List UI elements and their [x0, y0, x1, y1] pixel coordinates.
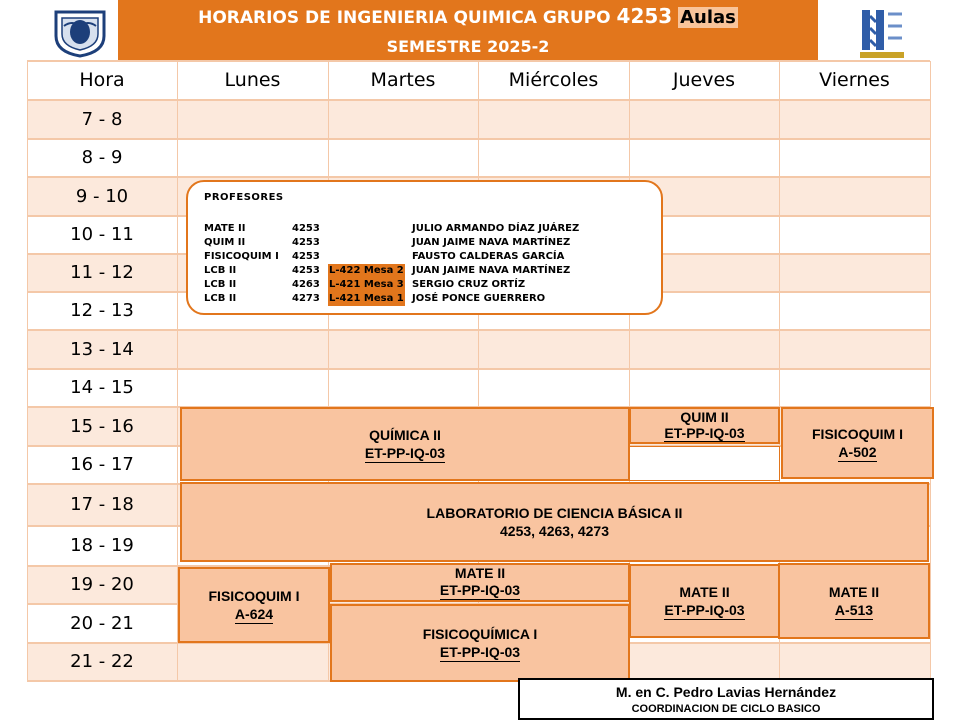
header-semester: SEMESTRE 2025-2 [386, 37, 550, 56]
class-room: ET-PP-IQ-03 [664, 601, 745, 618]
grid-line-horizontal [27, 176, 930, 178]
fes-zaragoza-logo-icon [856, 6, 908, 60]
professor-group: 4253 [292, 237, 320, 248]
professor-row [204, 250, 644, 264]
class-room: ET-PP-IQ-03 [439, 643, 521, 660]
schedule-cell-lunes [177, 100, 328, 139]
schedule-cell-martes [328, 330, 478, 369]
grid-line-vertical [27, 61, 28, 681]
class-block-fisicoquimica-i [330, 604, 630, 682]
professor-row [204, 222, 644, 236]
class-room: A-513 [834, 601, 874, 618]
schedule-cell-jueves [629, 139, 779, 177]
professor-room: L-422 Mesa 2 [329, 265, 404, 276]
class-block-mate-ii-jueves [629, 564, 780, 638]
column-header-hora: Hora [27, 61, 177, 100]
professor-row [204, 264, 644, 278]
professor-row [204, 236, 644, 250]
schedule-cell-miercoles [478, 100, 629, 139]
class-block-mate-ii-viernes [778, 563, 930, 639]
hour-cell: 7 - 8 [27, 100, 177, 139]
schedule-cell-lunes [177, 369, 328, 407]
professor-group: 4253 [292, 223, 320, 234]
schedule-cell-viernes [779, 643, 930, 681]
hour-cell: 20 - 21 [27, 604, 177, 643]
unam-crest-icon [52, 8, 108, 58]
hour-cell: 9 - 10 [27, 177, 177, 216]
column-header-martes: Martes [328, 61, 478, 100]
hour-cell: 12 - 13 [27, 292, 177, 330]
schedule-cell-viernes [779, 369, 930, 407]
class-title: FISICOQUIM I [208, 587, 300, 604]
class-block-fisicoquim-viernes [781, 407, 934, 479]
schedule-cell-jueves [629, 643, 779, 681]
class-title: QUÍMICA II [369, 426, 441, 443]
column-header-jueves: Jueves [629, 61, 779, 100]
grid-line-vertical [930, 61, 931, 681]
class-title: QUIM II [680, 409, 729, 425]
hour-cell: 14 - 15 [27, 369, 177, 407]
schedule-cell-jueves [629, 369, 779, 407]
class-block-quim-ii-jueves [629, 407, 780, 444]
schedule-cell-viernes [779, 100, 930, 139]
schedule-cell-martes [328, 369, 478, 407]
class-room: ET-PP-IQ-03 [439, 582, 521, 598]
class-room: A-624 [234, 605, 274, 622]
professor-name: SERGIO CRUZ ORTÍZ [412, 279, 526, 290]
professor-name: FAUSTO CALDERAS GARCÍA [412, 251, 565, 262]
grid-line-horizontal [27, 329, 930, 331]
class-room: ET-PP-IQ-03 [664, 425, 745, 441]
grid-line-horizontal [27, 138, 930, 140]
column-header-lunes: Lunes [177, 61, 328, 100]
professor-subject: LCB II [204, 279, 237, 290]
professor-room: L-421 Mesa 3 [329, 279, 404, 290]
professor-name: JOSÉ PONCE GUERRERO [412, 293, 546, 304]
class-block-quimica-ii [180, 407, 630, 481]
professors-box [186, 180, 663, 315]
signature-name: M. en C. Pedro Lavias Hernández [615, 684, 837, 700]
hour-cell: 13 - 14 [27, 330, 177, 369]
hour-cell: 10 - 11 [27, 216, 177, 254]
class-title: LABORATORIO DE CIENCIA BÁSICA II [426, 505, 683, 521]
hour-cell: 15 - 16 [27, 407, 177, 446]
schedule-cell-miercoles [478, 330, 629, 369]
professor-group: 4263 [292, 279, 320, 290]
professor-subject: FISICOQUIM I [204, 251, 279, 262]
professor-subject: LCB II [204, 265, 237, 276]
class-groups: 4253, 4263, 4273 [500, 523, 609, 539]
schedule-cell-viernes [779, 292, 930, 330]
schedule-cell-jueves [629, 100, 779, 139]
schedule-header [118, 0, 818, 60]
header-group-number: 4253 [616, 4, 673, 28]
hour-cell: 19 - 20 [27, 566, 177, 604]
signature-role: COORDINACION DE CICLO BASICO [631, 703, 821, 715]
professors-title: PROFESORES [204, 192, 284, 203]
schedule-cell-lunes [177, 139, 328, 177]
professor-group: 4273 [292, 293, 320, 304]
grid-line-horizontal [27, 99, 930, 101]
class-title: MATE II [679, 583, 730, 600]
hour-cell: 8 - 9 [27, 139, 177, 177]
hour-cell: 21 - 22 [27, 643, 177, 681]
professor-row [204, 278, 644, 292]
professor-subject: LCB II [204, 293, 237, 304]
header-title-text: HORARIOS DE INGENIERIA QUIMICA GRUPO [198, 8, 611, 28]
class-room: ET-PP-IQ-03 [364, 444, 446, 461]
professor-subject: MATE II [204, 223, 246, 234]
professor-row [204, 292, 644, 306]
schedule-cell-miercoles [478, 369, 629, 407]
schedule-cell-viernes [779, 330, 930, 369]
class-room: A-502 [838, 443, 877, 460]
schedule-cell-viernes [779, 177, 930, 216]
class-block-laboratorio [180, 482, 929, 562]
professor-group: 4253 [292, 251, 320, 262]
class-title: FISICOQUIM I [812, 425, 903, 442]
hour-cell: 17 - 18 [27, 484, 177, 526]
schedule-cell-jueves [629, 330, 779, 369]
schedule-cell-viernes [779, 139, 930, 177]
class-block-mate-ii-martes [330, 563, 630, 602]
professor-group: 4253 [292, 265, 320, 276]
schedule-cell-miercoles [478, 139, 629, 177]
professor-name: JULIO ARMANDO DÍAZ JUÁREZ [412, 223, 580, 234]
grid-line-horizontal [27, 368, 930, 370]
professor-name: JUAN JAIME NAVA MARTÍNEZ [412, 265, 571, 276]
hour-cell: 16 - 17 [27, 446, 177, 484]
signature-box [518, 678, 934, 720]
class-block-fisicoquim-lunes [178, 567, 330, 643]
schedule-cell-martes [328, 139, 478, 177]
class-title: MATE II [454, 565, 506, 581]
professor-subject: QUIM II [204, 237, 246, 248]
schedule-cell-viernes [779, 216, 930, 254]
header-aulas-label: Aulas [680, 7, 736, 28]
professor-room: L-421 Mesa 1 [329, 293, 404, 304]
schedule-cell-viernes [779, 254, 930, 292]
column-header-viernes: Viernes [779, 61, 930, 100]
class-title: MATE II [828, 583, 880, 600]
professor-name: JUAN JAIME NAVA MARTÍNEZ [412, 237, 571, 248]
schedule-cell-martes [328, 100, 478, 139]
empty-slot-jueves [629, 446, 780, 481]
schedule-cell-lunes [177, 330, 328, 369]
grid-line-horizontal [27, 60, 930, 62]
hour-cell: 18 - 19 [27, 526, 177, 566]
schedule-cell-lunes [177, 643, 328, 681]
class-title: FISICOQUÍMICA I [422, 625, 538, 642]
hour-cell: 11 - 12 [27, 254, 177, 292]
header-title [118, 4, 818, 30]
column-header-miercoles: Miércoles [478, 61, 629, 100]
